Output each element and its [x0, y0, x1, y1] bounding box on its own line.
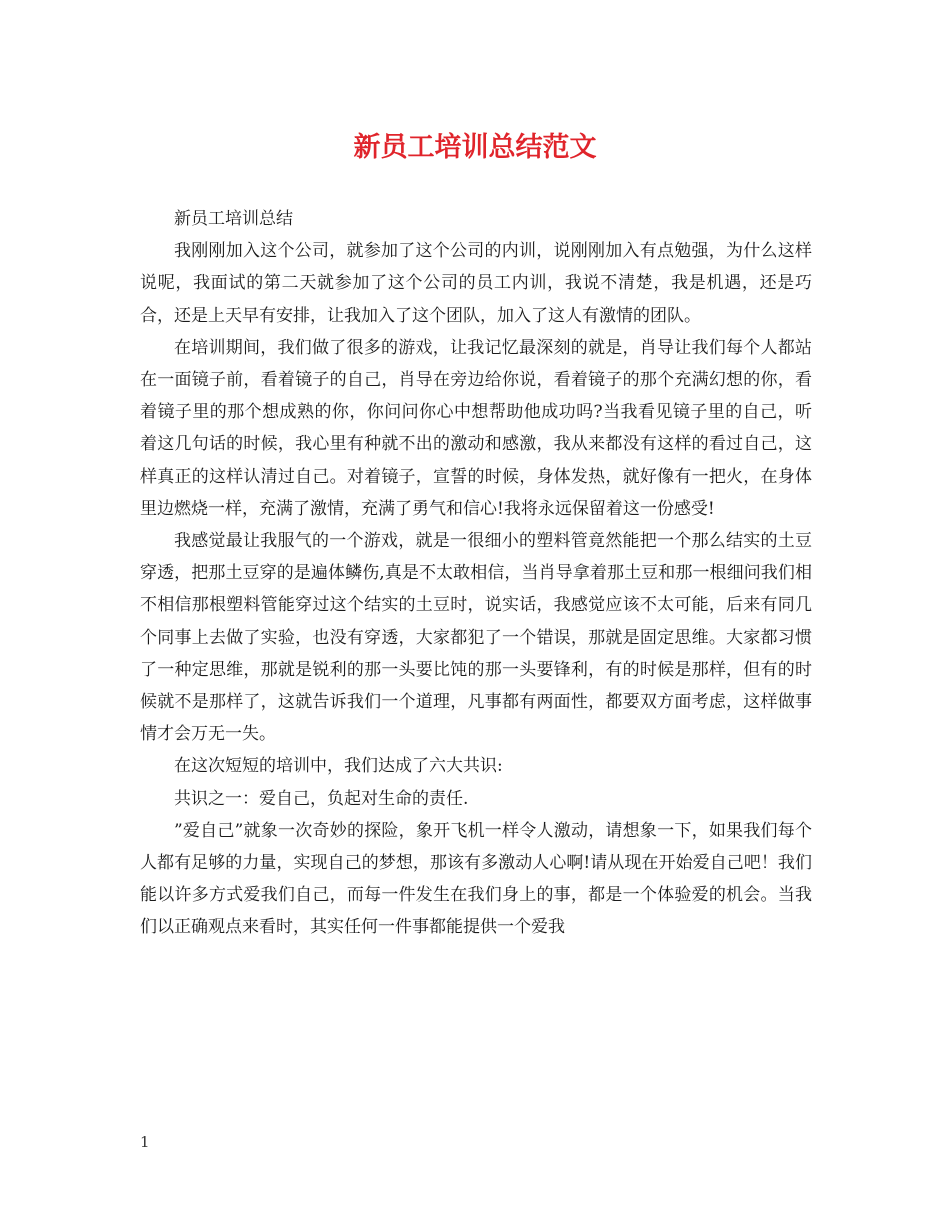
- paragraph: 我刚刚加入这个公司，就参加了这个公司的内训，说刚刚加入有点勉强，为什么这样说呢，我面试的第二天就参加了这个公司的员工内训，我说不清楚，我是机遇，还是巧合，还是上天早有安排，让我加入了这个团队，加入了这人有激情的团队。: [140, 241, 812, 326]
- document-body: [140, 203, 812, 944]
- paragraph: 在培训期间，我们做了很多的游戏，让我记忆最深刻的就是，肖导让我们每个人都站在一面镜子前，看着镜子的自己，肖导在旁边给你说，看着镜子的那个充满幻想的你，看着镜子里的那个想成熟的你，你问问你心中想帮助他成功吗?当我看见镜子里的自己，听着这几句话的时候，我心里有种就不出的激动和感激，我从来都没有这样的看过自己，这样真正的这样认清过自己。对着镜子，宣誓的时候，身体发热，就好像有一把火，在身体里边燃烧一样，充满了激情，充满了勇气和信心!我将永远保留着这一份感受!: [140, 337, 812, 519]
- paragraph: 我感觉最让我服气的一个游戏，就是一很细小的塑料管竟然能把一个那么结实的土豆穿透，把那土豆穿的是遍体鳞伤,真是不太敢相信，当肖导拿着那土豆和那一根细问我们相不相信那根塑料管能穿过这个结实的土豆时，说实话，我感觉应该不太可能，后来有同几个同事上去做了实验，也没有穿透，大家都犯了一个错误，那就是固定思维。大家都习惯了一种定思维，那就是锐利的那一头要比饨的那一头要锋利，有的时候是那样，但有的时候就不是那样了，这就告诉我们一个道理，凡事都有两面性，都要双方面考虑，这样做事情才会万无一失。: [140, 531, 812, 745]
- paragraph: 共识之一：爱自己，负起对生命的责任.: [174, 788, 469, 809]
- paragraph: ”爱自己”就象一次奇妙的探险，象开飞机一样令人激动，请想象一下，如果我们每个人都有足够的力量，实现自己的梦想，那该有多激动人心啊!请从现在开始爱自己吧！我们能以许多方式爱我们自己，而每一件发生在我们身上的事，都是一个体验爱的机会。当我们以正确观点来看时，其实任何一件事都能提供一个爱我: [140, 820, 812, 938]
- page-number: 1: [140, 1133, 150, 1151]
- paragraph-heading: 新员工培训总结: [174, 209, 293, 229]
- document-title: 新员工培训总结范文: [353, 132, 597, 163]
- paragraph: 在这次短短的培训中，我们达成了六大共识:: [174, 756, 503, 777]
